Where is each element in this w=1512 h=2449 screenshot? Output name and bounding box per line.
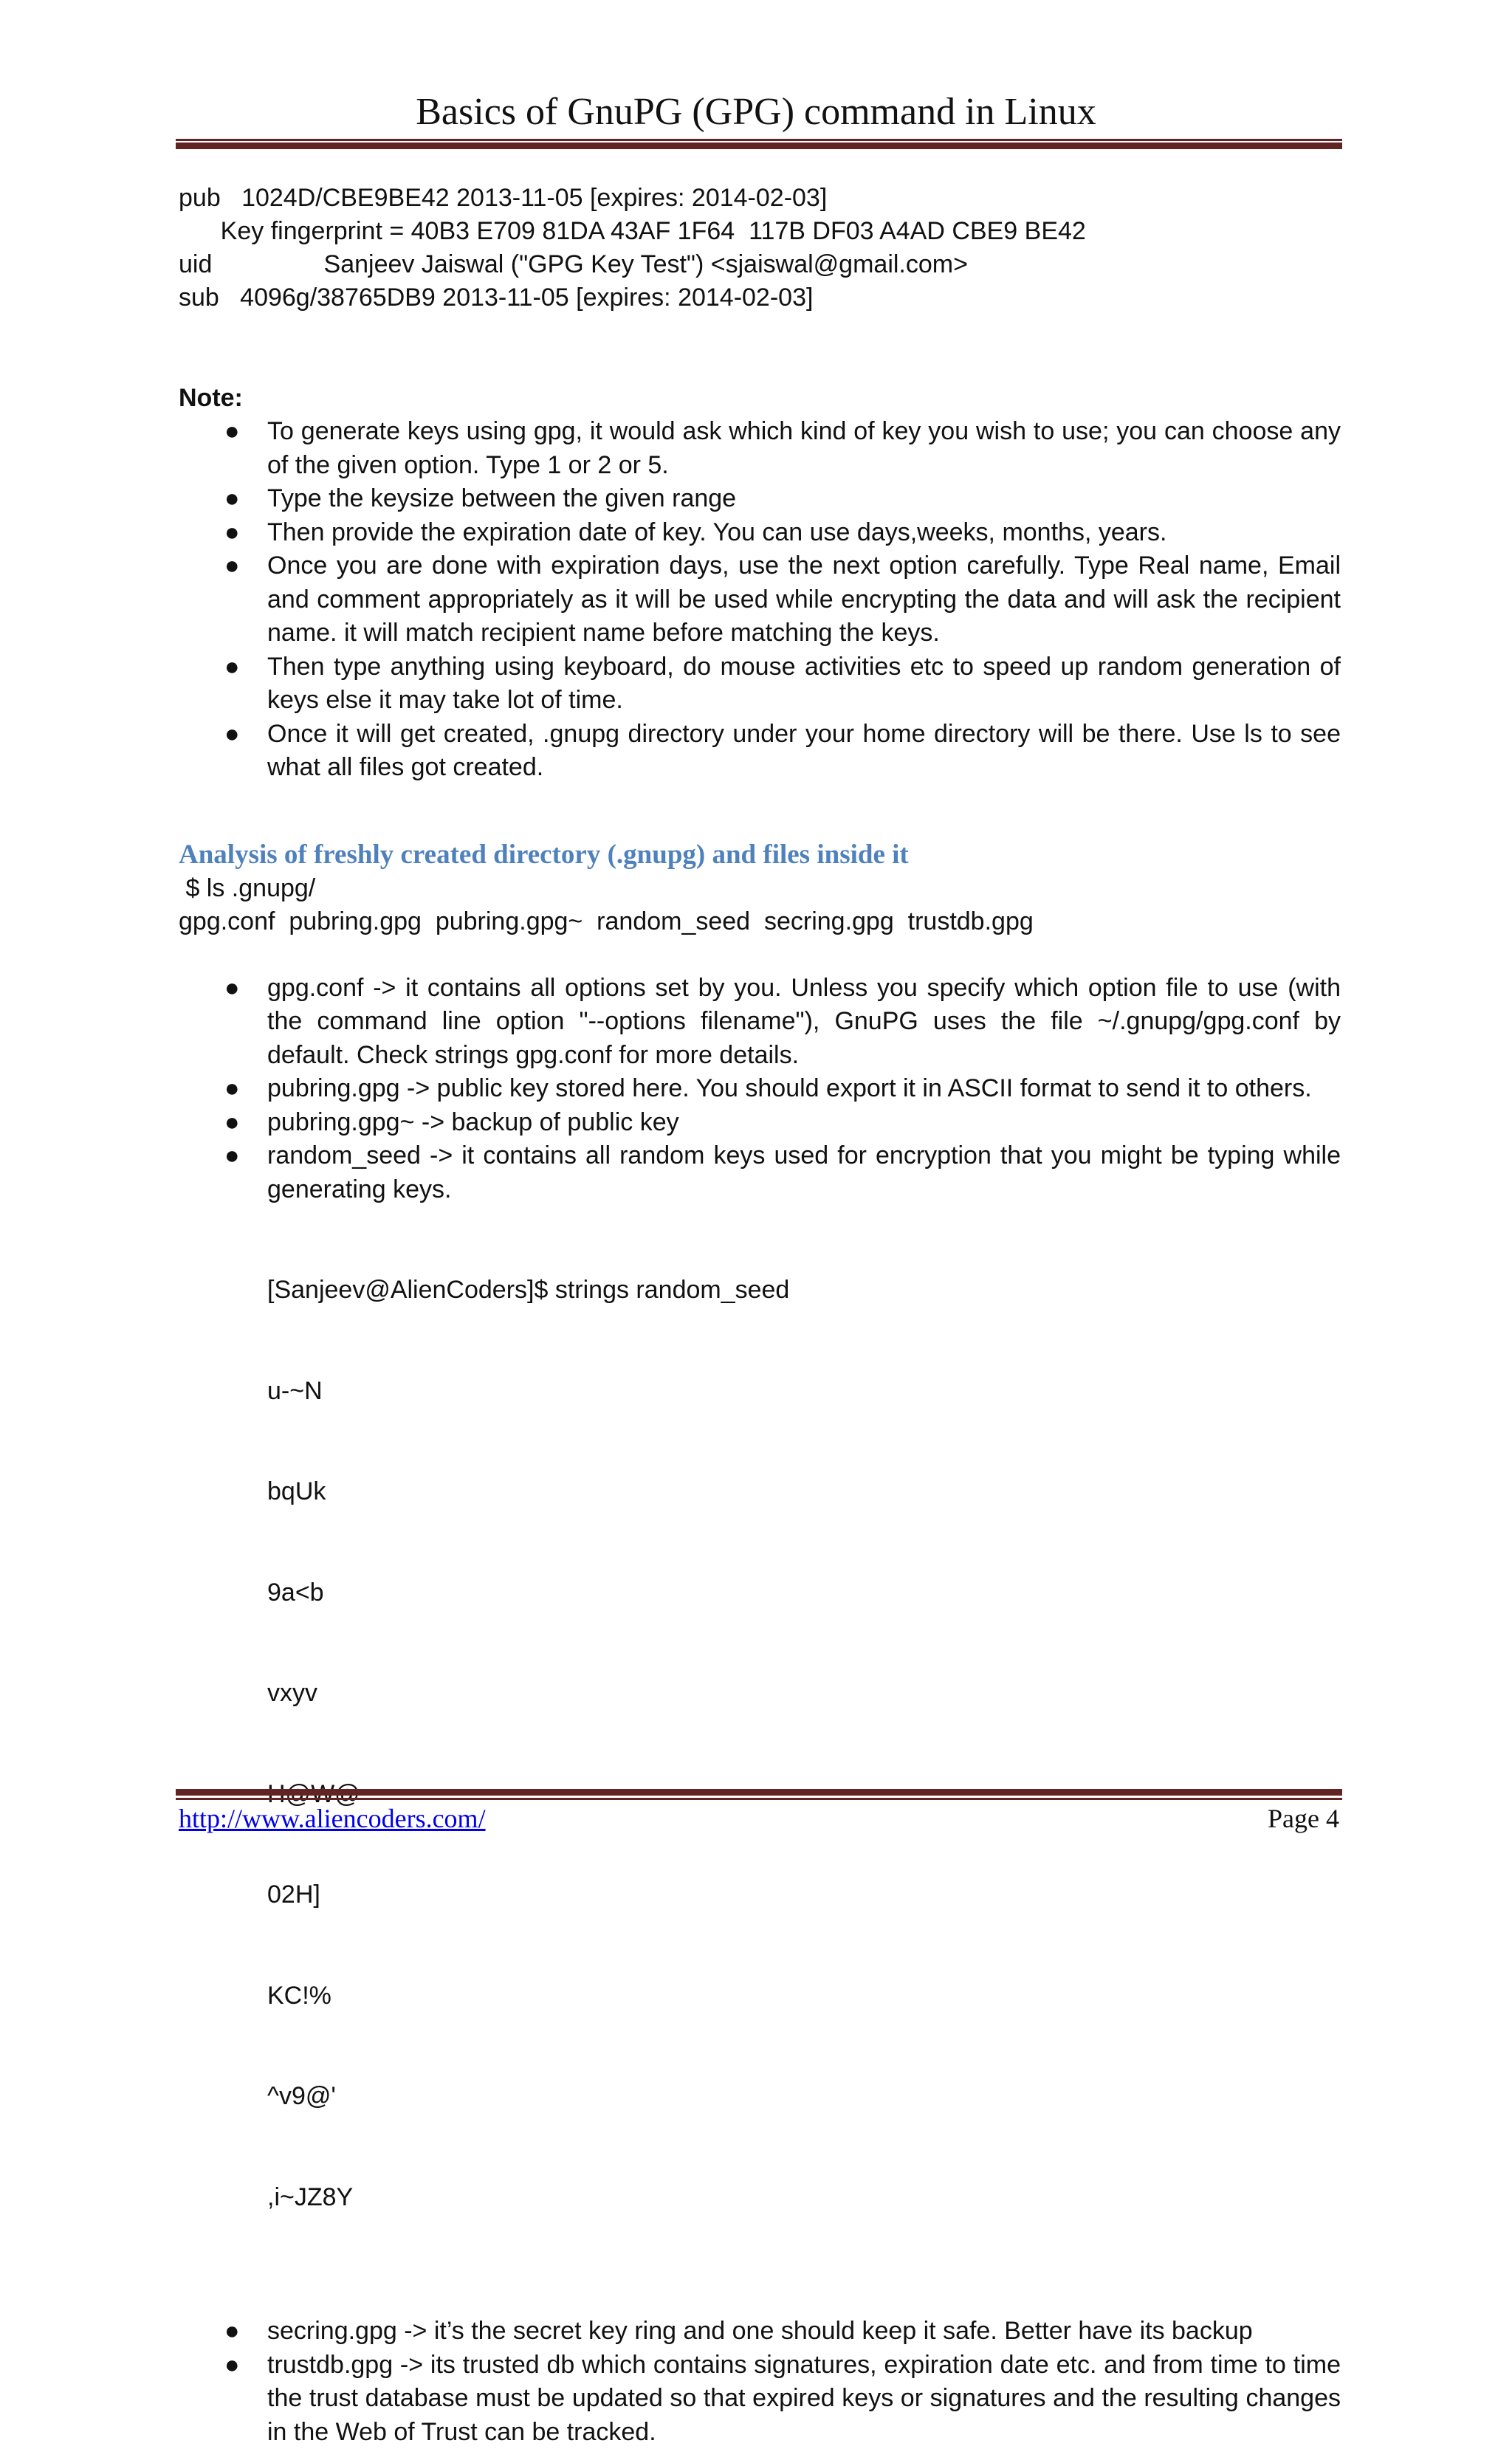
list-item: ● gpg.conf -> it contains all options set by you. Unless you specify which option file to use (with the command line option "--options filename"), GnuPG uses the file ~/.gnupg/gpg.conf by default. Check strings gpg.conf for more details. (179, 972, 1341, 1073)
list-item: ● trustdb.gpg -> its trusted db which contains signatures, expiration date etc. and from time to time the trust database must be updated so that expired keys or signatures and the resulting changes in the Web of Trust can be tracked. (179, 2349, 1341, 2449)
list-item: ● Then type anything using keyboard, do mouse activities etc to speed up random generation of keys else it may take lot of time. (179, 650, 1341, 718)
key-listing-line: pub 1024D/CBE9BE42 2013-11-05 [expires: 2014-02-03] (179, 182, 1341, 215)
list-item: ● pubring.gpg -> public key stored here. You should export it in ASCII format to send it to others. (179, 1072, 1341, 1106)
file-list (179, 972, 1341, 2282)
footer-rule-thick (176, 1789, 1342, 1796)
output-line: [Sanjeev@AlienCoders]$ strings random_seed (267, 1274, 1341, 1308)
page-content (179, 182, 1341, 2449)
header-rule-thin (176, 139, 1342, 141)
directory-listing: gpg.conf pubring.gpg pubring.gpg~ random_seed secring.gpg trustdb.gpg (179, 905, 1341, 938)
output-line: ,i~JZ8Y (267, 2181, 1341, 2215)
header-rule-thick (176, 142, 1342, 149)
list-item: ● Once you are done with expiration days, use the next option carefully. Type Real name, Email and comment appropriately as it will be used while encrypting the data and will ask the recipient name. it will match recipient name before matching the keys. (179, 549, 1341, 650)
list-item: ● Then provide the expiration date of key. You can use days,weeks, months, years. (179, 516, 1341, 550)
note-list (179, 415, 1341, 785)
output-line: u-~N (267, 1375, 1341, 1409)
list-item: ● To generate keys using gpg, it would ask which kind of key you wish to use; you can choose any of the given option. Type 1 or 2 or 5. (179, 415, 1341, 482)
output-line: 02H] (267, 1878, 1341, 1912)
file-list-continued (179, 2315, 1341, 2449)
command-line: $ ls .gnupg/ (179, 872, 1341, 905)
list-item: ● Type the keysize between the given range (179, 482, 1341, 516)
key-listing-line: Key fingerprint = 40B3 E709 81DA 43AF 1F64 117B DF03 A4AD CBE9 BE42 (179, 215, 1341, 248)
key-listing-line: sub 4096g/38765DB9 2013-11-05 [expires: 2014-02-03] (179, 281, 1341, 315)
random-seed-output (267, 1206, 1341, 2281)
list-item: ● Once it will get created, .gnupg directory under your home directory will be there. Use ls to see what all files got created. (179, 718, 1341, 785)
output-line: KC!% (267, 1979, 1341, 2013)
output-line: bqUk (267, 1475, 1341, 1509)
key-listing-line: uid Sanjeev Jaiswal ("GPG Key Test") <sjaiswal@gmail.com> (179, 248, 1341, 281)
list-item: ● secring.gpg -> it’s the secret key ring and one should keep it safe. Better have its backup (179, 2315, 1341, 2349)
output-line: 9a<b (267, 1576, 1341, 1610)
output-line: ^v9@' (267, 2080, 1341, 2114)
key-listing (179, 182, 1341, 315)
section-heading: Analysis of freshly created directory (.gnupg) and files inside it (179, 838, 1341, 872)
list-item: ● pubring.gpg~ -> backup of public key (179, 1106, 1341, 1140)
list-item: ● random_seed -> it contains all random keys used for encryption that you might be typing while generating keys. [Sanjeev@AlienCoders]$ strings random_seed u-~N bqUk 9a<b vxyv 02H] KC!% ^v9@' ,i~JZ8Y (179, 1139, 1341, 2281)
page-number: Page 4 (1268, 1801, 1339, 1835)
note-label: Note: (179, 382, 1341, 415)
footer-link[interactable]: http://www.aliencoders.com/ (179, 1801, 486, 1835)
footer-rule-thin (176, 1798, 1342, 1800)
page-header-title: Basics of GnuPG (GPG) command in Linux (0, 89, 1512, 136)
output-line: vxyv (267, 1677, 1341, 1711)
